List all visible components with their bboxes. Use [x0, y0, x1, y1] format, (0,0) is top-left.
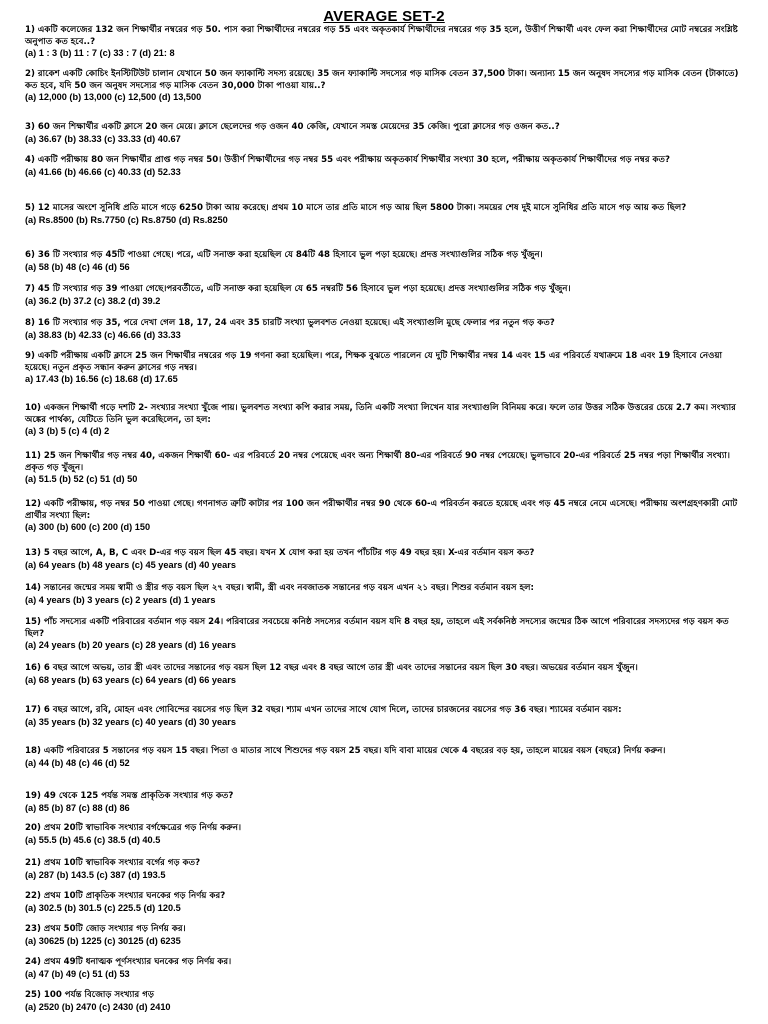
- question-text: 2) রাকেশ একটি কোচিং ইনস্টিটিউট চালান যেখানে 50 জন ফ্যাকাল্টি সদস্য রয়েছে। 35 জন ফ্যাকাল্টি সদস্যের গড় মাসিক বেতন 37,500 টাকা। অন্যান্য 15 জন অনুষদ সদস্যের গড় মাসিক বেতন (টাকাতে) কত হবে, যদি 50 জন অনুষদ সদস্যের গড় মাসিক বেতন 30,000 টাকা পাওয়া যায়..?: [25, 69, 739, 91]
- question-21: [25, 858, 747, 881]
- question-9: [25, 351, 747, 386]
- question-8: [25, 318, 747, 341]
- question-15: [25, 617, 747, 652]
- question-options: (a) 24 years (b) 20 years (c) 28 years (d) 16 years: [25, 640, 236, 651]
- question-text: 15) পাঁচ সদস্যের একটি পরিবারের বর্তমান গড় বয়স 24। পরিবারের সবচেয়ে কনিষ্ঠ সদস্যের বর্তমান বয়স যদি 8 বছর হয়, তাহলে এই সর্বকনিষ্ঠ সদস্যের জন্মের ঠিক আগে পরিবারের সদস্যদের গড় বয়স কত ছিল?: [25, 617, 729, 639]
- question-3: [25, 122, 747, 145]
- question-text: 7) 45 টি সংখ্যার গড় 39 পাওয়া গেছে।পরবর্তীতে, এটি সনাক্ত করা হয়েছিল যে 65 নম্বরটি 56 হিসাবে ভুল পড়া হয়েছে। প্রদত্ত সংখ্যাগুলির সঠিক গড় খুঁজুন।: [25, 284, 571, 294]
- question-options: (a) 12,000 (b) 13,000 (c) 12,500 (d) 13,500: [25, 92, 202, 103]
- question-10: [25, 403, 747, 438]
- question-text: 12) একটি পরীক্ষায়, গড় নম্বর 50 পাওয়া গেছে। গণনাগত ত্রুটি কাটার পর 100 জন পরীক্ষার্থীর নম্বর 90 থেকে 60-এ পরিবর্তন করতে হয়েছে এবং গড় 45 নম্বরে নেমে এসেছে। পরীক্ষায় অংশগ্রহণকারী মোট প্রার্থীর সংখ্যা ছিল:: [25, 499, 738, 521]
- question-12: [25, 499, 747, 534]
- question-1: [25, 25, 747, 60]
- question-options: (a) 4 years (b) 3 years (c) 2 years (d) 1 years: [25, 594, 216, 605]
- question-text: 25) 100 পর্যন্ত বিজোড় সংখ্যার গড়: [25, 990, 154, 1000]
- question-options: (a) 64 years (b) 48 years (c) 45 years (d) 40 years: [25, 559, 236, 570]
- question-6: [25, 250, 747, 273]
- question-text: 23) প্রথম 50টি জোড় সংখ্যার গড় নির্ণয় কর।: [25, 924, 186, 934]
- page-title: AVERAGE SET-2: [323, 8, 445, 25]
- question-14: [25, 583, 747, 606]
- question-text: 9) একটি পরীক্ষায় একটি ক্লাসে 25 জন শিক্ষার্থীর নম্বরের গড় 19 গণনা করা হয়েছিল। পরে, শিক্ষক বুঝতে পারলেন যে দুটি শিক্ষার্থীর নম্বর 14 এবং 15 এর পরিবর্তে যথাক্রমে 18 এবং 19 হিসাবে নেওয়া হয়েছে। নতুন প্রকৃত সন্ধান করুন ক্লাসের গড় নম্বর।: [25, 351, 723, 373]
- question-options: (a) 1 : 3 (b) 11 : 7 (c) 33 : 7 (d) 21: 8: [25, 48, 175, 59]
- question-text: 18) একটি পরিবারের 5 সন্তানের গড় বয়স 15 বছর। পিতা ও মাতার সাথে শিশুদের গড় বয়স 25 বছর। যদি বাবা মায়ের থেকে 4 বছরের বড় হয়, তাহলে মায়ের বয়স (বছরে) নির্ণয় করুন।: [25, 746, 666, 756]
- question-text: 24) প্রথম 49টি ধনাত্মক পূর্ণসংখ্যার ঘনকের গড় নির্ণয় কর।: [25, 957, 232, 967]
- question-text: 1) একটি কলেজের 132 জন শিক্ষার্থীর নম্বরের গড় 50. পাস করা শিক্ষার্থীদের নম্বরের গড় 55 এবং অকৃতকার্য শিক্ষার্থীদের নম্বরের গড় 35 হলে, উত্তীর্ণ শিক্ষার্থী এবং ফেল করা শিক্ষার্থীদের মোট নম্বরের সংশ্লিষ্ট অনুপাত কত হবে..?: [25, 25, 738, 47]
- question-16: [25, 663, 747, 686]
- question-text: 3) 60 জন শিক্ষার্থীর একটি ক্লাসে 20 জন মেয়ে। ক্লাসে ছেলেদের গড় ওজন 40 কেজি, যেখানে সমস্ত মেয়েদের 35 কেজি। পুরো ক্লাসের গড় ওজন কত..?: [25, 122, 560, 132]
- question-17: [25, 705, 747, 728]
- question-options: (a) 36.2 (b) 37.2 (c) 38.2 (d) 39.2: [25, 295, 161, 306]
- question-options: (a) 47 (b) 49 (c) 51 (d) 53: [25, 968, 130, 979]
- question-text: 8) 16 টি সংখ্যার গড় 35, পরে দেখা গেল 18, 17, 24 এবং 35 চারটি সংখ্যা ভুলবশত নেওয়া হয়েছে। এই সংখ্যাগুলি মুছে ফেলার পর নতুন গড় কত?: [25, 318, 555, 328]
- question-13: [25, 548, 747, 571]
- question-options: (a) 68 years (b) 63 years (c) 64 years (d) 66 years: [25, 674, 236, 685]
- question-options: (a) 41.66 (b) 46.66 (c) 40.33 (d) 52.33: [25, 166, 181, 177]
- question-options: (a) 300 (b) 600 (c) 200 (d) 150: [25, 522, 151, 533]
- question-text: 4) একটি পরীক্ষায় 80 জন শিক্ষার্থীর প্রাপ্ত গড় নম্বর 50। উত্তীর্ণ শিক্ষার্থীদের গড় নম্বর 55 এবং পরীক্ষায় অকৃতকার্য শিক্ষার্থীর সংখ্যা 30 হলে, পরীক্ষায় অকৃতকার্য শিক্ষার্থীদের গড় নম্বর কত?: [25, 155, 670, 165]
- question-options: (a) Rs.8500 (b) Rs.7750 (c) Rs.8750 (d) Rs.8250: [25, 214, 228, 225]
- question-2: [25, 69, 747, 104]
- question-18: [25, 746, 747, 769]
- question-text: 6) 36 টি সংখ্যার গড় 45টি পাওয়া গেছে। পরে, এটি সনাক্ত করা হয়েছিল যে 84টি 48 হিসাবে ভুল পড়া হয়েছে। প্রদত্ত সংখ্যাগুলির সঠিক গড় খুঁজুন।: [25, 250, 543, 260]
- question-22: [25, 891, 747, 914]
- question-options: (a) 36.67 (b) 38.33 (c) 33.33 (d) 40.67: [25, 133, 181, 144]
- question-options: (a) 44 (b) 48 (c) 46 (d) 52: [25, 757, 130, 768]
- question-text: 17) 6 বছর আগে, রবি, মোহন এবং গোবিন্দের বয়সের গড় ছিল 32 বছর। শ্যাম এখন তাদের সাথে যোগ দিলে, তাদের চারজনের বয়সের গড় 36 বছর। শ্যামের বর্তমান বয়স:: [25, 705, 622, 715]
- question-options: (a) 55.5 (b) 45.6 (c) 38.5 (d) 40.5: [25, 834, 161, 845]
- question-options: (a) 2520 (b) 2470 (c) 2430 (d) 2410: [25, 1001, 171, 1012]
- question-options: (a) 287 (b) 143.5 (c) 387 (d) 193.5: [25, 869, 166, 880]
- question-5: [25, 203, 747, 226]
- question-23: [25, 924, 747, 947]
- question-options: (a) 30625 (b) 1225 (c) 30125 (d) 6235: [25, 935, 181, 946]
- question-25: [25, 990, 747, 1013]
- question-options: (a) 38.83 (b) 42.33 (c) 46.66 (d) 33.33: [25, 329, 181, 340]
- question-text: 19) 49 থেকে 125 পর্যন্ত সমস্ত প্রাকৃতিক সংখ্যার গড় কত?: [25, 791, 234, 801]
- question-text: 22) প্রথম 10টি প্রাকৃতিক সংখ্যার ঘনকের গড় নির্ণয় কর?: [25, 891, 226, 901]
- question-20: [25, 823, 747, 846]
- question-text: 11) 25 জন শিক্ষার্থীর গড় নম্বর 40, একজন শিক্ষার্থী 60- এর পরিবর্তে 20 নম্বর পেয়েছে এবং অন্য শিক্ষার্থী 80-এর পরিবর্তে 90 নম্বর পেয়েছে। ভুলভাবে 20-এর পরিবর্তে 25 নম্বর পড়া শিক্ষার্থীর সংখ্যা। প্রকৃত গড় খুঁজুন।: [25, 451, 730, 473]
- question-7: [25, 284, 747, 307]
- question-text: 5) 12 মাসের অংশে সুনিধি প্রতি মাসে গড়ে 6250 টাকা আয় করেছে। প্রথম 10 মাসে তার প্রতি মাসে গড় আয় ছিল 5800 টাকা। সময়ের শেষ দুই মাসে সুনিধির প্রতি মাসে গড় আয় কত ছিল?: [25, 203, 687, 213]
- question-options: (a) 3 (b) 5 (c) 4 (d) 2: [25, 426, 110, 437]
- question-options: (a) 58 (b) 48 (c) 46 (d) 56: [25, 261, 130, 272]
- question-options: (a) 302.5 (b) 301.5 (c) 225.5 (d) 120.5: [25, 902, 181, 913]
- question-options: a) 17.43 (b) 16.56 (c) 18.68 (d) 17.65: [25, 374, 178, 385]
- question-text: 14) সন্তানের জন্মের সময় স্বামী ও স্ত্রীর গড় বয়স ছিল ২৭ বছর। স্বামী, স্ত্রী এবং নবজাতক সন্তানের গড় বয়স এখন ২১ বছর। শিশুর বর্তমান বয়স হল:: [25, 583, 534, 593]
- question-11: [25, 451, 747, 486]
- question-text: 13) 5 বছর আগে, A, B, C এবং D-এর গড় বয়স ছিল 45 বছর। যখন X যোগ করা হয় তখন পাঁচটির গড় 49 বছর হয়। X-এর বর্তমান বয়স কত?: [25, 548, 535, 558]
- question-text: 16) 6 বছর আগে অভয়, তার স্ত্রী এবং তাদের সন্তানের গড় বয়স ছিল 12 বছর এবং 8 বছর আগে তার স্ত্রী এবং তাদের সন্তানের বয়স ছিল 30 বছর। অভয়ের বর্তমান বয়স খুঁজুন।: [25, 663, 638, 673]
- question-text: 10) একজন শিক্ষার্থী গড়ে দশটি 2- সংখ্যার সংখ্যা খুঁজে পায়। ভুলবশত সংখ্যা কপি করার সময়, তিনি একটি সংখ্যা লিখেন যার সংখ্যাগুলি বিনিময় করে। ফলে তার উত্তর সঠিক উত্তরের চেয়ে 2.7 কম। সংখ্যার অঙ্কের পার্থক্য, যেটিতে তিনি ভুল করেছিলেন, তা হল:: [25, 403, 736, 425]
- question-options: (a) 35 years (b) 32 years (c) 40 years (d) 30 years: [25, 716, 236, 727]
- question-19: [25, 791, 747, 814]
- question-text: 20) প্রথম 20টি স্বাভাবিক সংখ্যার বর্গক্ষেত্রের গড় নির্ণয় করুন।: [25, 823, 242, 833]
- question-4: [25, 155, 747, 178]
- question-text: 21) প্রথম 10টি স্বাভাবিক সংখ্যার বর্গের গড় কত?: [25, 858, 201, 868]
- question-options: (a) 85 (b) 87 (c) 88 (d) 86: [25, 802, 130, 813]
- question-options: (a) 51.5 (b) 52 (c) 51 (d) 50: [25, 474, 138, 485]
- question-24: [25, 957, 747, 980]
